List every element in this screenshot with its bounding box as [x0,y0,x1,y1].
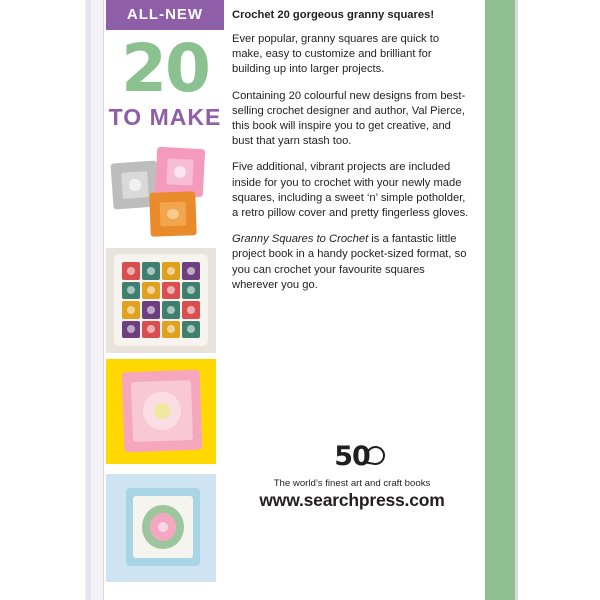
masthead [106,0,224,130]
book-spine-shadow [86,0,91,600]
cushion-granny-square [182,321,200,339]
blurb-paragraph-3: Five additional, vibrant projects are included inside for you to crochet with your newly made squares, including a sweet ‘n’ simple potholder, a retro pillow cover and pretty fingerless gloves. [232,161,469,220]
cushion-granny-square [142,262,160,280]
cover-green-band [485,0,515,600]
cushion-granny-square [122,282,140,300]
cover-edge-shadow [515,0,518,600]
publisher-footer [232,440,472,511]
all-new-badge: ALL-NEW [106,0,224,30]
cushion-granny-square [122,301,140,319]
series-subtitle: TO MAKE [108,104,222,130]
publisher-tagline: The world’s finest art and craft books [273,478,431,489]
cushion-granny-square [182,282,200,300]
series-number: 20 [121,30,209,107]
photo-granny-squares-trio [106,140,216,245]
anniversary-50-logo [334,440,370,474]
publisher-website: www.searchpress.com [259,490,445,510]
granny-square-orange [149,191,197,237]
book-title-italic: Granny Squares to Crochet [232,233,369,246]
anniversary-number: 50 [334,441,370,472]
cushion-granny-square [162,321,180,339]
flower-granny-square [126,488,200,566]
photo-flower-granny-square [106,474,216,582]
photo-granny-square-cushion [106,248,216,353]
blurb-paragraph-1: Ever popular, granny squares are quick to make, easy to customize and brilliant for building up into larger projects. [232,33,440,76]
cushion-granny-square [162,282,180,300]
cushion-granny-square [162,301,180,319]
cushion-square-grid [122,262,200,338]
cushion [114,254,208,346]
cushion-granny-square [182,301,200,319]
cushion-granny-square [142,282,160,300]
photo-pink-granny-square [106,359,216,464]
cushion-granny-square [122,262,140,280]
blurb-paragraph-2: Containing 20 colourful new designs from best-selling crochet designer and author, Val Pierce, this book will inspire you to get creative, and bust that yarn stash too. [232,89,466,148]
blurb-text-column [232,8,472,304]
blurb-paragraph-4-rest: is a fantastic little project book in a handy pocket-sized format, so you can crochet your favourite squares wherever you go. [232,233,467,291]
pink-granny-square [122,370,203,453]
cushion-granny-square [122,321,140,339]
granny-square-pink [155,147,205,197]
cushion-granny-square [142,301,160,319]
cushion-granny-square [182,262,200,280]
blurb-lede: Crochet 20 gorgeous granny squares! [232,9,435,21]
cushion-granny-square [142,321,160,339]
blurb-paragraph-4 [232,232,472,293]
cushion-granny-square [162,262,180,280]
